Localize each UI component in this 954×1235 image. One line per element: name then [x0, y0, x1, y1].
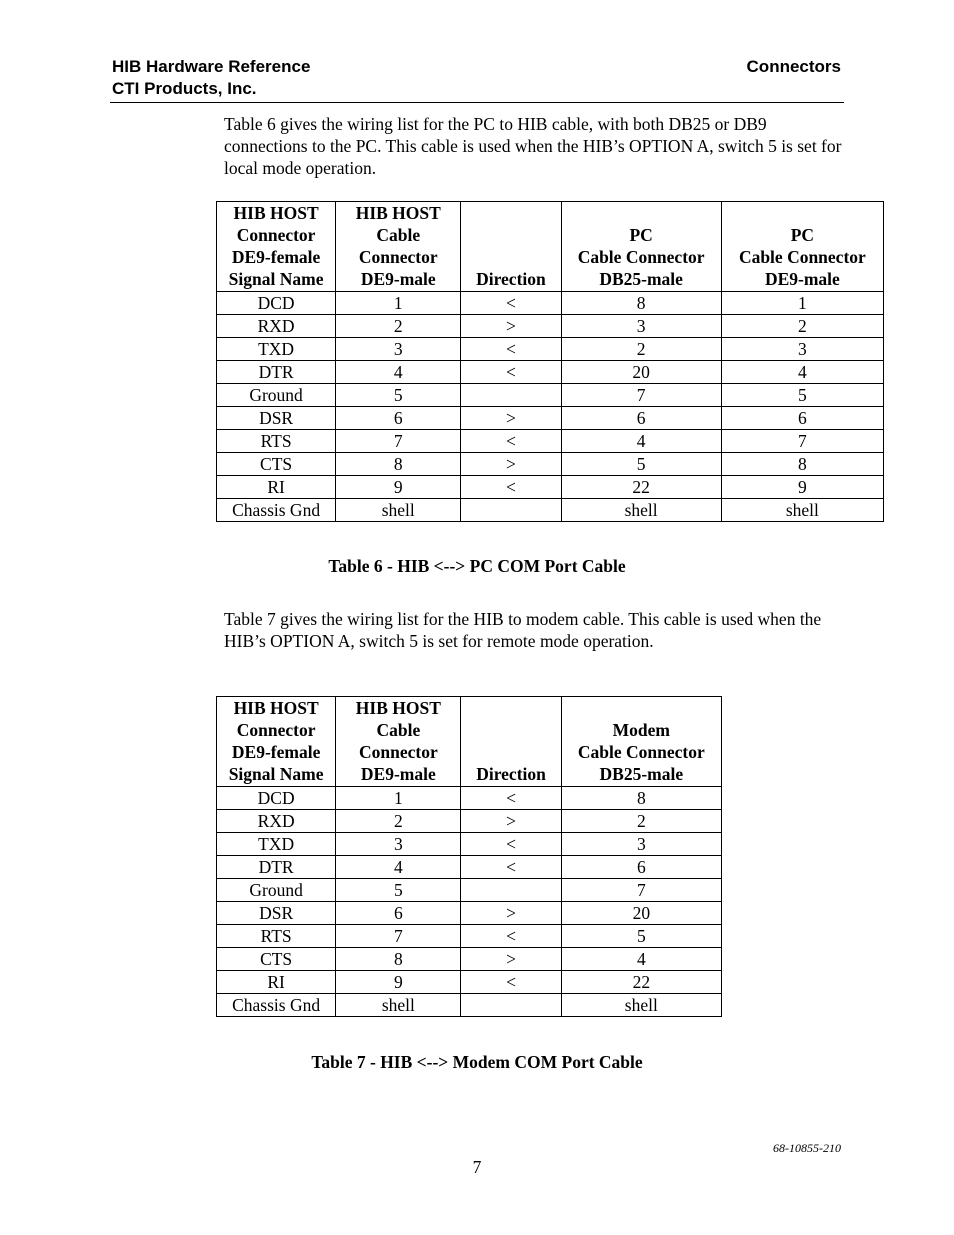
- table6-caption: Table 6 - HIB <--> PC COM Port Cable: [328, 556, 626, 576]
- table-cell: 1: [336, 787, 461, 810]
- table-cell: >: [461, 902, 561, 925]
- column-header-line: Connector: [358, 247, 438, 267]
- column-header-line: Signal Name: [228, 764, 324, 784]
- table-row: [217, 315, 884, 338]
- table-cell: RI: [217, 971, 336, 994]
- table-cell: 3: [336, 338, 461, 361]
- table-cell: >: [461, 453, 561, 476]
- column-header: [336, 697, 461, 787]
- table-cell: 2: [561, 338, 721, 361]
- column-header-line: Cable: [376, 720, 421, 740]
- column-header-line: Cable Connector: [738, 247, 866, 267]
- column-header-line: Connector: [236, 720, 316, 740]
- table-cell: 6: [721, 407, 883, 430]
- column-header: [461, 202, 561, 292]
- column-header-line: Cable: [376, 225, 421, 245]
- column-header-line: HIB HOST: [233, 203, 319, 223]
- table-cell: 2: [721, 315, 883, 338]
- table-cell: DSR: [217, 902, 336, 925]
- table-cell: 3: [721, 338, 883, 361]
- table-cell: <: [461, 338, 561, 361]
- table-cell: shell: [336, 994, 461, 1017]
- table7-wiring-table: [216, 696, 722, 1017]
- table-cell: 8: [336, 948, 461, 971]
- table-cell: 4: [336, 361, 461, 384]
- table-cell: CTS: [217, 948, 336, 971]
- table-row: [217, 384, 884, 407]
- table-cell: <: [461, 925, 561, 948]
- table-row: [217, 292, 884, 315]
- table-cell: TXD: [217, 338, 336, 361]
- table-cell: [461, 499, 561, 522]
- column-header-line: HIB HOST: [233, 698, 319, 718]
- table7-caption: Table 7 - HIB <--> Modem COM Port Cable: [311, 1052, 643, 1072]
- table-cell: shell: [561, 994, 721, 1017]
- header-divider: [110, 102, 844, 103]
- table-cell: 6: [336, 902, 461, 925]
- table-cell: CTS: [217, 453, 336, 476]
- table-cell: DCD: [217, 787, 336, 810]
- table6-body: [217, 292, 884, 522]
- table-cell: Ground: [217, 384, 336, 407]
- table-cell: 2: [336, 315, 461, 338]
- column-header-line: Direction: [476, 269, 546, 289]
- table-cell: 9: [336, 971, 461, 994]
- table-cell: 8: [721, 453, 883, 476]
- column-header-line: DB25-male: [599, 764, 684, 784]
- table-cell: RXD: [217, 315, 336, 338]
- table-cell: <: [461, 833, 561, 856]
- table-row: [217, 879, 722, 902]
- table-cell: DTR: [217, 856, 336, 879]
- column-header-line: Signal Name: [228, 269, 324, 289]
- table-cell: shell: [721, 499, 883, 522]
- column-header-line: DE9-female: [231, 247, 321, 267]
- table-cell: 2: [336, 810, 461, 833]
- column-header-line: Connector: [358, 742, 438, 762]
- intro-paragraph-table7: Table 7 gives the wiring list for the HIB to modem cable. This cable is used when the HIB’s OPTION A, switch 5 is set for remote mode operation.: [224, 609, 822, 651]
- column-header-line: HIB HOST: [355, 698, 441, 718]
- table-cell: 2: [561, 810, 721, 833]
- table-cell: RTS: [217, 430, 336, 453]
- column-header: [217, 202, 336, 292]
- table-row: [217, 856, 722, 879]
- page-number: 7: [472, 1157, 482, 1177]
- table-cell: >: [461, 948, 561, 971]
- column-header: [217, 697, 336, 787]
- table-cell: shell: [336, 499, 461, 522]
- column-header-line: DE9-male: [360, 764, 436, 784]
- table-cell: 4: [561, 948, 721, 971]
- table6-header: [217, 202, 884, 292]
- table-row: [217, 971, 722, 994]
- table-row: [217, 453, 884, 476]
- table-row: [217, 476, 884, 499]
- table-row: [217, 787, 722, 810]
- table-cell: 4: [336, 856, 461, 879]
- table-cell: 7: [561, 384, 721, 407]
- table-cell: 1: [336, 292, 461, 315]
- table-cell: [461, 994, 561, 1017]
- table-cell: 20: [561, 361, 721, 384]
- table-cell: 22: [561, 971, 721, 994]
- table-cell: <: [461, 787, 561, 810]
- table-row: [217, 902, 722, 925]
- document-number: 68-10855-210: [773, 1141, 841, 1155]
- column-header: [461, 697, 561, 787]
- table-cell: 6: [561, 407, 721, 430]
- column-header-line: HIB HOST: [355, 203, 441, 223]
- table6-wiring-table: [216, 201, 884, 522]
- table-cell: <: [461, 292, 561, 315]
- table-cell: Chassis Gnd: [217, 499, 336, 522]
- table-cell: 9: [721, 476, 883, 499]
- table-cell: Ground: [217, 879, 336, 902]
- table-cell: DCD: [217, 292, 336, 315]
- table-cell: 3: [336, 833, 461, 856]
- table-cell: <: [461, 971, 561, 994]
- table-cell: >: [461, 407, 561, 430]
- column-header: [336, 202, 461, 292]
- table-row: [217, 948, 722, 971]
- table-cell: [461, 879, 561, 902]
- table-cell: 5: [561, 453, 721, 476]
- table-cell: RXD: [217, 810, 336, 833]
- table-cell: 5: [336, 879, 461, 902]
- table-cell: RTS: [217, 925, 336, 948]
- table-cell: [461, 384, 561, 407]
- table-cell: 7: [561, 879, 721, 902]
- header-section: Connectors: [746, 57, 841, 76]
- table-cell: <: [461, 476, 561, 499]
- column-header-line: Cable Connector: [577, 247, 705, 267]
- header-company: CTI Products, Inc.: [112, 79, 257, 98]
- table-row: [217, 994, 722, 1017]
- table-cell: 4: [561, 430, 721, 453]
- table-cell: 4: [721, 361, 883, 384]
- table-row: [217, 430, 884, 453]
- column-header: [721, 202, 883, 292]
- table-cell: 7: [336, 925, 461, 948]
- table-cell: 7: [721, 430, 883, 453]
- column-header-line: Direction: [476, 764, 546, 784]
- table-cell: 6: [336, 407, 461, 430]
- table-cell: 5: [336, 384, 461, 407]
- table-cell: DTR: [217, 361, 336, 384]
- table-cell: 8: [561, 292, 721, 315]
- column-header-line: DB25-male: [599, 269, 683, 289]
- column-header: [561, 202, 721, 292]
- table-row: [217, 338, 884, 361]
- column-header-line: PC: [790, 225, 815, 245]
- column-header-line: Connector: [236, 225, 316, 245]
- table-cell: 6: [561, 856, 721, 879]
- intro-paragraph-table6: Table 6 gives the wiring list for the PC to HIB cable, with both DB25 or DB9 connections to the PC. This cable is used when the HIB’s OPTION A, switch 5 is set for local mode operation.: [224, 114, 842, 178]
- table-cell: Chassis Gnd: [217, 994, 336, 1017]
- table-cell: 9: [336, 476, 461, 499]
- table-cell: 22: [561, 476, 721, 499]
- table-row: [217, 361, 884, 384]
- table-cell: <: [461, 856, 561, 879]
- column-header-line: DE9-male: [360, 269, 436, 289]
- column-header-line: Modem: [612, 720, 670, 740]
- table-cell: 5: [561, 925, 721, 948]
- column-header: [561, 697, 721, 787]
- column-header-line: Cable Connector: [577, 742, 705, 762]
- column-header-line: DE9-male: [764, 269, 840, 289]
- table-cell: 8: [336, 453, 461, 476]
- table-row: [217, 499, 884, 522]
- header-row: [217, 697, 722, 787]
- column-header-line: PC: [629, 225, 653, 245]
- table-cell: 3: [561, 833, 721, 856]
- table-cell: 5: [721, 384, 883, 407]
- table-cell: >: [461, 315, 561, 338]
- column-header-line: DE9-female: [231, 742, 321, 762]
- table-cell: 3: [561, 315, 721, 338]
- table-cell: <: [461, 430, 561, 453]
- table-row: [217, 833, 722, 856]
- table-row: [217, 407, 884, 430]
- table-cell: >: [461, 810, 561, 833]
- table-row: [217, 925, 722, 948]
- table-row: [217, 810, 722, 833]
- header-title: HIB Hardware Reference: [112, 57, 311, 76]
- table-cell: 1: [721, 292, 883, 315]
- running-header-left: [112, 56, 310, 100]
- table-cell: 20: [561, 902, 721, 925]
- table7-body: [217, 787, 722, 1017]
- table-cell: shell: [561, 499, 721, 522]
- table7-header: [217, 697, 722, 787]
- table-cell: RI: [217, 476, 336, 499]
- table-cell: 7: [336, 430, 461, 453]
- table-cell: DSR: [217, 407, 336, 430]
- table-cell: <: [461, 361, 561, 384]
- table-cell: TXD: [217, 833, 336, 856]
- header-row: [217, 202, 884, 292]
- table-cell: 8: [561, 787, 721, 810]
